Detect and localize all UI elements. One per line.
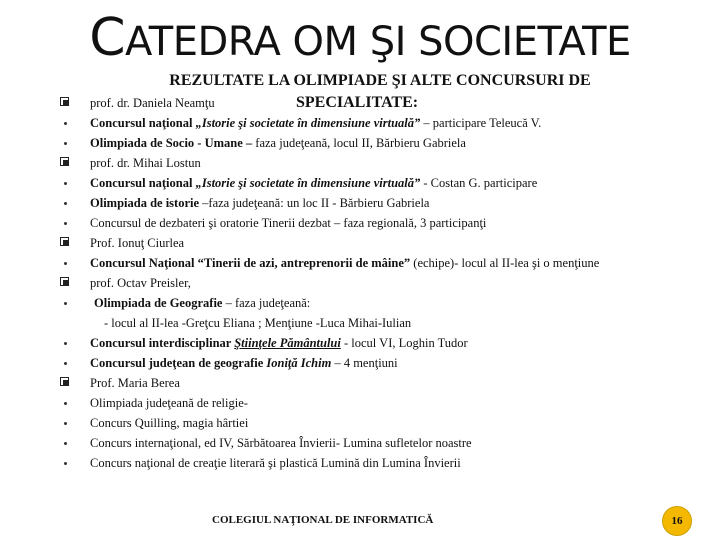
result-text: – 4 menţiuni [331,356,398,370]
list-item [0,414,700,434]
result-text: –faza judeţeană: un loc II - Bărbieru Gabriela [199,196,430,210]
result-text: - locul al II-lea -Greţcu Eliana ; Menţiune -Luca Mihai-Iulian [104,316,412,330]
contest-title: Ştiinţele Pământului [234,336,341,350]
dot-bullet-icon [64,422,67,425]
footer-school-name: COLEGIUL NAŢIONAL DE INFORMATICĂ [212,514,434,526]
result-text: – participare Teleucă V. [420,116,542,130]
dot-bullet-icon [64,462,67,465]
dot-bullet-icon [64,342,67,345]
contest-name: Concursul naţional [90,176,196,190]
list-item [0,154,700,174]
result-text: - locul VI, Loghin Tudor [340,336,468,350]
result-text: - Costan G. participare [420,176,538,190]
checkbox-bullet-icon [60,157,70,167]
list-item [0,354,700,374]
dot-bullet-icon [64,142,67,145]
contest-name: Olimpiada de Geografie [94,296,223,310]
list-item [0,334,700,354]
result-text: – faza judeţeană: [222,296,311,310]
teacher-name: Prof. Maria Berea [90,376,180,390]
contest-title: „Istorie şi societate în dimensiune virtuală” [195,176,421,190]
list-item [0,254,700,274]
checkbox-bullet-icon [60,237,70,247]
dot-bullet-icon [64,182,67,185]
dot-bullet-icon [64,402,67,405]
dot-bullet-icon [64,122,67,125]
list-item [0,394,700,414]
teacher-name: prof. dr. Mihai Lostun [90,156,201,170]
checkbox-bullet-icon [60,377,70,387]
contest-name: Concursul interdisciplinar [90,336,235,350]
list-item [0,114,700,134]
title-rest: ATEDRA OM ŞI SOCIETATE [125,19,631,65]
contest-title: „Istorie şi societate în dimensiune virtuală” [195,116,421,130]
contest-title: Ioniţă Ichim [266,356,332,370]
list-item [0,434,700,454]
dot-bullet-icon [64,362,67,365]
checkbox-bullet-icon [60,277,70,287]
result-text: Concursul de dezbateri şi oratorie Tinerii dezbat – faza regională, 3 participanţi [90,216,487,230]
result-text: Concurs naţional de creaţie literară şi plastică Lumină din Lumina Învierii [90,456,461,470]
result-text: Olimpiada judeţeană de religie- [90,396,248,410]
list-item [0,134,700,154]
result-text: (echipe)- locul al II-lea şi o menţiune [410,256,600,270]
dot-bullet-icon [64,302,67,305]
list-item [0,174,700,194]
title-capital: C [89,8,125,68]
teacher-name: prof. dr. Daniela Neamţu [90,96,215,110]
list-item [0,274,700,294]
contest-name: Concursul Naţional “Tinerii de azi, antreprenorii de mâine” [90,256,411,270]
result-text: Concurs internaţional, ed IV, Sărbătoarea Învierii- Lumina sufletelor noastre [90,436,472,450]
list-item [0,294,700,314]
subtitle-line-1: REZULTATE LA OLIMPIADE ŞI ALTE CONCURSURI DE [169,72,591,89]
dot-bullet-icon [64,202,67,205]
list-item [0,314,700,334]
contest-name: Concursul naţional [90,116,196,130]
subtitle-line-2: SPECIALITATE: [296,94,419,111]
result-text: faza judeţeană, locul II, Bărbieru Gabriela [252,136,466,150]
result-text: Concurs Quilling, magia hârtiei [90,416,249,430]
dot-bullet-icon [64,222,67,225]
list-item [0,94,700,114]
list-item [0,214,700,234]
teacher-name: Prof. Ionuţ Ciurlea [90,236,185,250]
contest-name: Olimpiada de Socio - Umane – [90,136,253,150]
contest-name: Concursul judeţean de geografie [90,356,267,370]
list-item [0,194,700,214]
contest-name: Olimpiada de istorie [90,196,200,210]
list-item [0,374,700,394]
teacher-name: prof. Octav Preisler, [90,276,191,290]
checkbox-bullet-icon [60,97,70,107]
dot-bullet-icon [64,442,67,445]
list-item [0,454,700,474]
list-item [0,234,700,254]
dot-bullet-icon [64,262,67,265]
page-number-badge: 16 [662,506,692,536]
